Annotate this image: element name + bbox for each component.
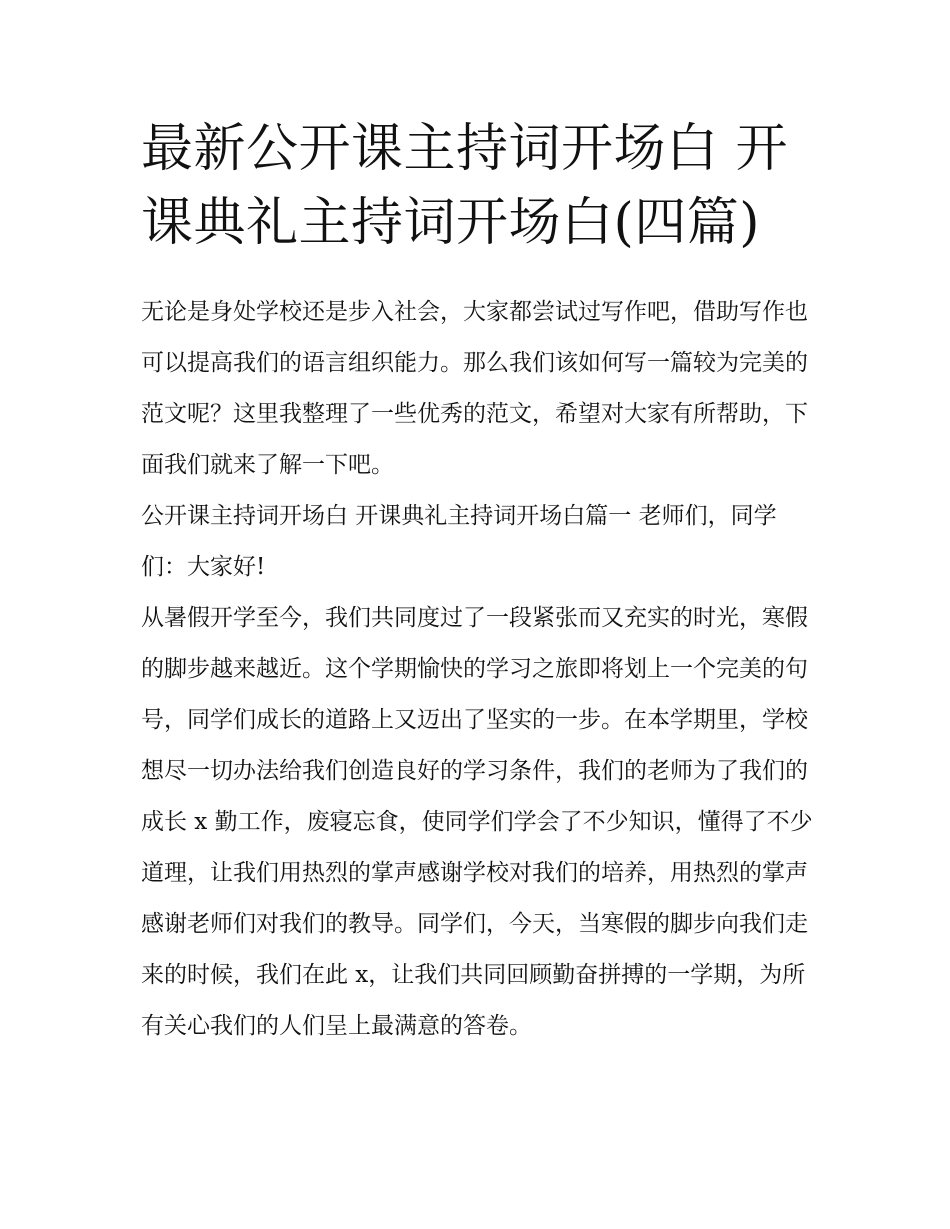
paragraph-main: 从暑假开学至今，我们共同度过了一段紧张而又充实的时光，寒假的脚步越来越近。这个学期愉快的学习之旅即将划上一个完美的句号，同学们成长的道路上又迈出了坚实的一步。在本学期里，学校想尽一切办法给我们创造良好的学习条件，我们的老师为了我们的成长 x 勤工作，废寝忘食，使同学们学会了不少知识，懂得了不少道理，让我们用热烈的掌声感谢学校对我们的培养，用热烈的掌声感谢老师们对我们的教导。同学们，今天，当寒假的脚步向我们走来的时候，我们在此 x，让我们共同回顾勤奋拼搏的一学期，为所有关心我们的人们呈上最满意的答卷。 [141, 605, 813, 1039]
paragraph-greeting: 公开课主持词开场白 开课典礼主持词开场白篇一 老师们，同学们：大家好! [141, 503, 777, 580]
document-title: 最新公开课主持词开场白 开课典礼主持词开场白(四篇) [141, 119, 789, 253]
document-body [141, 112, 813, 1052]
paragraph-intro: 无论是身处学校还是步入社会，大家都尝试过写作吧，借助写作也可以提高我们的语言组织能力。那么我们该如何写一篇较为完美的范文呢？这里我整理了一些优秀的范文，希望对大家有所帮助，下面我们就来了解一下吧。 [141, 299, 808, 478]
